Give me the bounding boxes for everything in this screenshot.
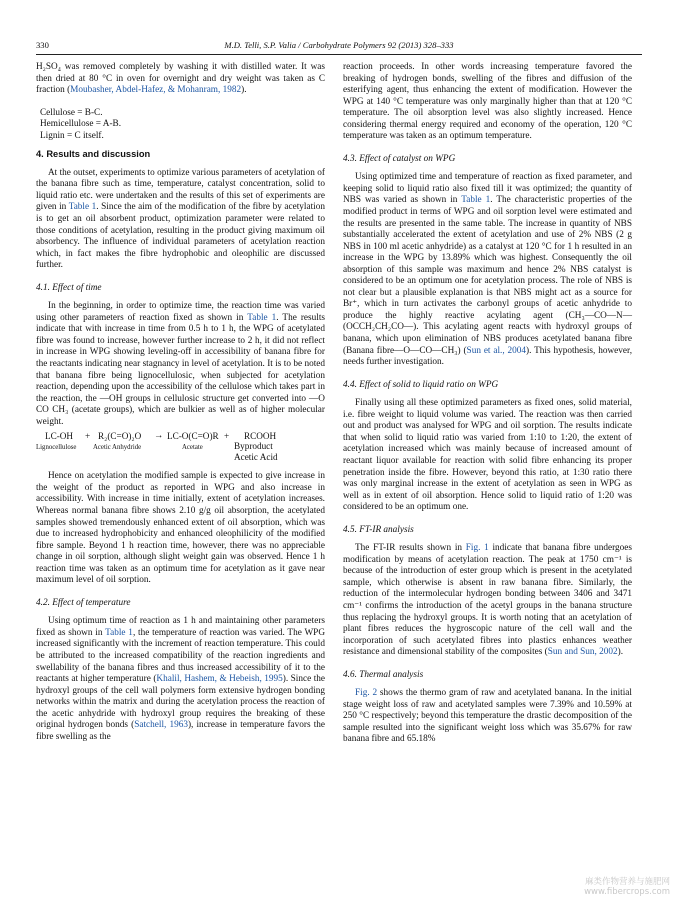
right-column bbox=[343, 62, 632, 746]
subsection-title-ftir: 4.5. FT-IR analysis bbox=[343, 524, 414, 535]
eq-product1-label: Acetate bbox=[182, 444, 203, 452]
catalyst-paragraph: Using optimized time and temperature of reaction as fixed parameter, and keeping solid to liquid ratio also fixed till it was optimized; the quantity of NBS was varied as shown in Table 1. The characteristic properties of the modified product in terms of WPG and oil sorption level were estimated and the results are presented in the same table. The increase in quantity of NBS substantially accelerated the extent of acetylation and use of 2% NBS (2 g NBS in 100 ml acetic anhydride) as a catalyst at 120 °C for 1 h resulted in an increase in the WPG by 13.89% which was highest. Consequently the oil absorption of this sample was maximum and hence 2% NBS catalyst is considered to be an optimum one for acetylation process. The role of NBS is not clear but a plausible explanation is that NBS might act as a source for Br⁺, which in turn activates the carbonyl groups of acetic anhydride to produce the highly reactive acylating agent (CH₃—CO—N—(OCCH₂CH₂CO—). This acylating agent reacts with hydroxyl groups of banana, which upon elimination of NBS produces acetylated banana fibre (Banana fibre—O—CO—CH₃) (Sun et al., 2004). This hypothesis, however, needs further investigation. bbox=[343, 172, 633, 368]
ref-moubasher[interactable]: Moubasher, Abdel-Hafez, & Mohanram, 1982 bbox=[70, 85, 242, 96]
section-title-results: 4. Results and discussion bbox=[36, 149, 151, 160]
subsection-title-catalyst: 4.3. Effect of catalyst on WPG bbox=[343, 153, 456, 164]
page-number: 330 bbox=[36, 40, 49, 50]
ref-table1[interactable]: Table 1 bbox=[105, 627, 133, 638]
eq-product2: RCOOH bbox=[244, 431, 277, 442]
acetylation-equation bbox=[36, 428, 325, 464]
ref-table1[interactable]: Table 1 bbox=[247, 312, 277, 323]
running-header bbox=[36, 40, 642, 54]
watermark bbox=[584, 877, 670, 897]
ftir-paragraph: The FT-IR results shown in Fig. 1 indicate that banana fibre undergoes modification by means of acetylation reaction. The peak at 1750 cm⁻¹ is because of the introduction of ester group which is present in the acetylated sample, which otherwise is absent in raw banana fibre. Similarly, the reduction of the intermolecular hydrogen bonding between 3406 and 3471 cm⁻¹ confirms the introduction of the acetyl groups in the banana structure thus replacing the hydroxyl groups. It is worth noting that an acetylation of plant fibres reduces the hygroscopic nature of the cell wall and the incorporation of such acetylated fibres into plastics enhances weather resistance and dimensional stability of the composites (Sun and Sun, 2002). bbox=[343, 543, 632, 658]
ref-satchell[interactable]: Satchell, 1963 bbox=[134, 720, 188, 731]
eq-plus1: + bbox=[85, 431, 91, 442]
eq-reactant2: R₂(C=O)₂O bbox=[98, 431, 142, 442]
thermal-paragraph: Fig. 2 shows the thermo gram of raw and acetylated banana. In the initial stage weight loss of raw and acetylated samples were 7.39% and 10.59% at 250 °C respectively; beyond this temperature the drastic decomposition of the sample resulted into the significant weight loss which was 35.67% for raw banana fibre and 65.18% bbox=[343, 688, 632, 745]
temperature-paragraph: Using optimum time of reaction as 1 h and maintaining other parameters fixed as shown in Table 1, the temperature of reaction was varied. The WPG increased significantly with the increment of reaction temperature. This could be attributed to the increased compatibility of the reaction ingredients and swellability of the banana fibres and thus increased accessibility of it to the reactants at higher temperature (Khalil, Hashem, & Hebeish, 1995). Since the hydroxyl groups of the cell wall polymers form extensive hydrogen bonding networks within the matrix and during the acetylation process the reaction of the acetic anhydride with hydroxyl group requires the breaking of these original hydrogen bonds (Satchell, 1963), increase in temperature favors the fibre swelling as the bbox=[36, 616, 326, 742]
ref-khalil[interactable]: Khalil, Hashem, & Hebeish, 1995 bbox=[156, 674, 283, 685]
eq-plus2: + bbox=[224, 431, 230, 442]
ref-fig1[interactable]: Fig. 1 bbox=[465, 543, 489, 554]
definition-cellulose: Cellulose = B-C. bbox=[40, 107, 103, 118]
ref-table1[interactable]: Table 1 bbox=[461, 195, 491, 206]
ref-sun-2002[interactable]: Sun and Sun, 2002 bbox=[547, 647, 618, 658]
definition-hemicellulose: Hemicellulose = A-B. bbox=[40, 119, 122, 130]
left-column bbox=[36, 62, 325, 743]
results-paragraph: At the outset, experiments to optimize various parameters of acetylation of the banana fibre such as time, temperature, catalyst concentration, solid to liquid ratio etc. were undertaken and the results of this set of experiments are given in Table 1. Since the aim of the modification of the fibre by acetylation is to get an oil absorbent product, optimization parameter were related to those conditions of acetylation, resulting in the product giving maximum oil absorbency. The influence of individual parameters of acetylation reaction which, in fact makes the fibre hydrophobic and oleophilic are discussed further. bbox=[36, 167, 325, 271]
subsection-title-time: 4.1. Effect of time bbox=[36, 282, 102, 293]
ref-fig2[interactable]: Fig. 2 bbox=[355, 688, 378, 699]
definition-lignin: Lignin = C itself. bbox=[40, 130, 104, 141]
header-rule bbox=[36, 54, 642, 55]
subsection-title-temperature: 4.2. Effect of temperature bbox=[36, 597, 131, 608]
watermark-line-1: 麻类作物营养与施肥网 bbox=[584, 877, 670, 887]
eq-reactant1-label: Lignocellulose bbox=[36, 444, 77, 452]
intro-paragraph: H₂SO₄ was removed completely by washing it with distilled water. It was then dried at 80 °C in oven for overnight and dry weight was taken as C fraction (Moubasher, Abdel-Hafez, & Mohanram, 1982). bbox=[36, 62, 325, 96]
eq-reactant2-label: Acetic Anhydride bbox=[93, 444, 142, 452]
eq-product2-sublabel: Acetic Acid bbox=[234, 452, 278, 463]
eq-product2-label: Byproduct bbox=[234, 441, 273, 452]
eq-reactant1: LC-OH bbox=[45, 431, 74, 442]
temperature-paragraph-cont: reaction proceeds. In other words increasing temperature favored the breaking of hydrogen bonds, swelling of the fibres and diffusion of the esterifying agent, thus enhancing the extent of modification. However the WPG at 140 °C temperature was only marginally higher than that at 120 °C temperature. The oil absorption level was also slightly increased. Hence considering thermal energy required and economy of the operation, 120 °C temperature was taken as an optimum temperature. bbox=[343, 62, 632, 142]
watermark-line-2: www.fibercrops.com bbox=[584, 887, 670, 897]
eq-product1: LC-O(C=O)R bbox=[167, 431, 219, 442]
subsection-title-thermal: 4.6. Thermal analysis bbox=[343, 669, 424, 680]
time-paragraph-2: Hence on acetylation the modified sample is expected to give increase in the weight of the product as reported in WPG and also increase in accessibility. With increase in time initially, extent of acetylation increases. Whereas normal banana fibre shows 2.10 g/g oil absorption, the acetylated samples showed tremendously enhanced extent of oil absorption, which was due to increased hydrophobicity and enhanced oleophilicity of the modified fibre sample. Beyond 1 h reaction time, however, there was no appreciable change in oil sorption, although slight weight gain was observed. Hence 1 h reaction time was taken as an optimum time for acetylation as it gave near maximum level of oil sorption. bbox=[36, 471, 325, 586]
ref-table1[interactable]: Table 1 bbox=[68, 202, 97, 213]
subsection-title-ratio: 4.4. Effect of solid to liquid ratio on WPG bbox=[343, 379, 499, 390]
ref-sun-2004[interactable]: Sun et al., 2004 bbox=[466, 345, 527, 356]
time-paragraph-1: In the beginning, in order to optimize time, the reaction time was varied using other parameters of reaction fixed as shown in Table 1. The results indicate that with increase in time from 0.5 h to 1 h, the WPG of acetylated fibre was found to increase, however further increase to 2 h, it did not reflect in increase in WPG showing leveling-off in accessibility of banana fibre for the reactants indicating near stagnancy in level of acetylation. It is to be noted that banana fibre being lignocellulosic, when subjected for acetylation reaction, depending upon the accessibility of the cellulose which takes part in the reaction, the —OH groups in cellulosic structure get converted into —O CO CH₃ (acetate groups), which are bulkier as well as of higher molecular weight. bbox=[36, 301, 325, 427]
ratio-paragraph: Finally using all these optimized parameters as fixed ones, solid material, i.e. fibre weight to liquid volume was varied. The reaction was then carried out and product was analysed for WPG and oil sorption. The results indicate that when solid to liquid ratio was varied from 1:10 to 1:20, the extent of acetylation increased which was mainly because of increased amount of reactant liquor available for reaction with solid fibre enhancing its proper penetration inside the fibre. However, beyond this ratio, at 1:30 ratio there was only marginal increase in the extent of acetylation as seen in WPG as well as in extent of oil absorption. Hence solid to liquid ratio of 1:20 was considered to be an optimum one. bbox=[343, 398, 632, 513]
eq-arrow: → bbox=[154, 430, 164, 441]
journal-citation: M.D. Telli, S.P. Valia / Carbohydrate Polymers 92 (2013) 328–333 bbox=[224, 40, 454, 50]
